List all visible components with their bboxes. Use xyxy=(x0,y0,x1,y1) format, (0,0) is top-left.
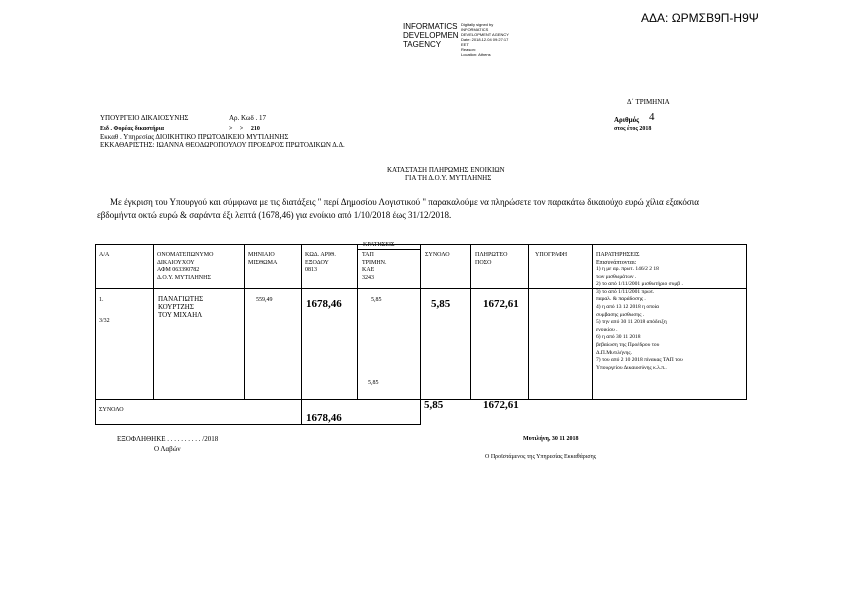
col-header-line: ΠΑΡΑΤΗΡΗΣΕΙΣ xyxy=(596,252,640,258)
col-header-line: ΤΑΠ xyxy=(362,252,374,258)
document-subtitle: ΓΙΑ ΤΗ Δ.Ο.Υ. ΜΥΤΙΛΗΝΗΣ xyxy=(405,174,492,182)
remarks-line: βεβαίωση της Προέδρου του xyxy=(596,341,660,348)
total-plirotreo: 1672,61 xyxy=(483,399,519,411)
o-lavon: Ο Λαβών xyxy=(154,445,181,453)
col-header-line: ΤΡΙΜΗΝ. xyxy=(362,259,387,266)
signature-stamp-details xyxy=(461,22,509,57)
stamp-detail: Reason: xyxy=(461,47,476,52)
arithmos-label: Αριθμός xyxy=(614,116,640,124)
body-text-line2: εβδομήντα οκτώ ευρώ & σαράντα έξι λεπτά (1678,46) για ενοίκιο από 1/10/2018 έως 31/12/2018. xyxy=(97,210,452,220)
remarks-line: 5) την από 30 11 2018 απόδειξη xyxy=(596,319,667,326)
remarks-line: 7) του από 2 10 2018 πίνακας ΤΑΠ του xyxy=(596,357,683,364)
trimino: Δ΄ ΤΡΙΜΗΝΙΑ xyxy=(627,98,670,106)
exoflithike: ΕΞΟΦΛΗΘΗΚΕ . . . . . . . . . . /2018 xyxy=(117,435,219,443)
proistamenos: Ο Προϊστάμενος της Υπηρεσίας Εκκαθάρισης xyxy=(485,454,597,460)
stamp-line: DEVELOPMEN xyxy=(403,31,459,40)
remarks-line: των μισθωμάτων . xyxy=(596,273,637,280)
ekkatharistis: ΕΚΚΑΘΑΡΙΣΤΗΣ: ΙΩΑΝΝΑ ΘΕΟΔΩΡΟΠΟΥΛΟΥ ΠΡΟΕΔΡΟΣ ΠΡΩΤΟΔΙΚΩΝ Δ.Δ. xyxy=(100,141,345,149)
remarks-line: παραλ. & παράδοσης . xyxy=(596,296,646,303)
col-header-line: ΚΑΕ xyxy=(362,267,375,273)
arithmos-value: 4 xyxy=(649,111,655,123)
col-header-line: ΜΗΝΙΑΙΟ xyxy=(248,252,275,258)
row-miniaio: 559,49 xyxy=(256,297,273,303)
row-onoma xyxy=(158,295,203,319)
row-aa: 1. xyxy=(99,297,104,303)
col-header-line: ΚΩΔ. ΑΡΙΘ. xyxy=(305,252,336,258)
eid-foreas-label: Ειδ . Φορέας δικαστήρια xyxy=(100,126,164,132)
col-header-ypografi: ΥΠΟΓΡΑΦΗ xyxy=(535,252,568,258)
remarks-line: Υπουργείου Δικαιοσύνης κ.λ.π.. xyxy=(596,364,667,371)
stamp-detail: Location: Athens xyxy=(461,52,491,57)
col-header-line: ΟΝΟΜΑΤΕΠΩΝΥΜΟ xyxy=(157,252,214,258)
stamp-detail: Digitally signed by xyxy=(461,22,494,27)
remarks-line: 1) η με αρ. πρωτ. 146/2 2 18 xyxy=(596,266,659,272)
etos: στος έτος 2018 xyxy=(614,126,652,132)
place-date: Μυτιλήνη, 30 11 2018 xyxy=(523,436,579,442)
remarks-line: συμβασης μισθωσης . xyxy=(596,311,645,318)
beneficiary-name-line: ΠΑΝΑΓΙΩΤΗΣ xyxy=(158,295,204,303)
row-kod-amount: 1678,46 xyxy=(306,298,342,310)
row-tap-bottom: 5,85 xyxy=(368,380,379,386)
body-text-line1: Με έγκριση του Υπουργού και σύμφωνα με τις διατάξεις " περί Δημοσίου Λογιστικού " παρακαλούμε να πληρώσετε τον παρακάτω δικαιούχο ευρώ χίλια εξακόσια xyxy=(110,197,699,207)
total-kod: 1678,46 xyxy=(306,412,342,424)
col-header-line: ΠΛΗΡΩΤΕΟ xyxy=(475,252,508,258)
remarks-line: 4) η από 13 12 2018 η οποία xyxy=(596,303,660,310)
ekkath-ypiresias: Εκκαθ . Υπηρεσίας ΔΙΟΙΚΗΤΙΚΟ ΠΡΩΤΟΔΙΚΕΙΟ ΜΥΤΙΛΗΝΗΣ xyxy=(100,133,289,141)
remarks-line: 6) η από 30 11 2018 xyxy=(596,334,641,341)
signature-stamp xyxy=(403,22,459,49)
col-header-paratiriseis xyxy=(596,252,639,267)
ar-kod: Αρ. Κωδ . 17 xyxy=(229,114,266,122)
stamp-detail: EET xyxy=(461,42,469,47)
remarks-line: ενοικίου . xyxy=(596,326,618,333)
stamp-detail: Date: 2018.12.04 09:27:17 xyxy=(461,37,509,42)
beneficiary-name-line: ΚΟΥΡΤΖΗΣ xyxy=(158,303,194,311)
remarks-line: 3) το από 1/11/2001 πρωτ. xyxy=(596,288,655,295)
stamp-line: TAGENCY xyxy=(403,40,442,49)
col-header-plirotreo xyxy=(475,252,507,267)
stamp-line: INFORMATICS xyxy=(403,22,458,31)
col-header-line: ΕΞΟΔΟΥ xyxy=(305,259,329,266)
ministry-label: ΥΠΟΥΡΓΕΙΟ ΔΙΚΑΙΟΣΥΝΗΣ xyxy=(100,114,189,122)
remarks-line: Δ.Π.Μυτιλήνης. xyxy=(596,349,632,356)
col-header-line: Επισυνάπτονται: xyxy=(596,259,637,266)
col-header-line: 3243 xyxy=(362,274,374,281)
kratiseis-header: ΚΡΑΤΗΣΕΙΣ xyxy=(363,242,395,248)
remarks-line: 2) το από 1/11/2001 μισθωτήριο συμβ . xyxy=(596,281,683,288)
row-aa-ref: 3/32 xyxy=(99,318,110,324)
eid-foreas-value: > > 210 xyxy=(229,126,260,132)
col-header-line: ΑΦΜ 063390782 xyxy=(157,267,200,273)
stamp-detail: INFORMATICS xyxy=(461,27,489,32)
col-header-synolo: ΣΥΝΟΛΟ xyxy=(425,252,450,258)
col-header-line: 0813 xyxy=(305,267,317,273)
document-title: ΚΑΤΑΣΤΑΣΗ ΠΛΗΡΩΜΗΣ ΕΝΟΙΚΙΩΝ xyxy=(387,166,505,174)
col-header-tap xyxy=(362,252,387,282)
beneficiary-name-line: ΤΟΥ ΜΙΧΑΗΛ xyxy=(158,311,203,319)
col-header-line: ΜΙΣΘΩΜΑ xyxy=(248,259,278,266)
col-header-line: Δ.Ο.Υ. ΜΥΤΙΛΗΝΗΣ xyxy=(157,274,211,281)
ada-code: ΑΔΑ: ΩΡΜΣΒ9Π-Η9Ψ xyxy=(641,11,759,25)
total-label: ΣΥΝΟΛΟ xyxy=(99,407,124,413)
row-synolo: 5,85 xyxy=(431,298,451,310)
row-plirotreo: 1672,61 xyxy=(483,298,519,310)
row-tap-top: 5,85 xyxy=(371,297,382,303)
col-header-aa: Α/Α xyxy=(99,252,110,258)
col-header-miniaio xyxy=(248,252,277,267)
total-synolo: 5,85 xyxy=(424,399,444,411)
stamp-detail: DEVELOPMENT AGENCY xyxy=(461,32,509,37)
row-paratiriseis xyxy=(596,266,683,372)
col-header-line: ΔΙΚΑΙΟΥΧΟΥ xyxy=(157,259,195,266)
col-header-onoma xyxy=(157,252,213,282)
col-header-kod xyxy=(305,252,336,275)
col-header-line: ΠΟΣΟ xyxy=(475,259,492,266)
